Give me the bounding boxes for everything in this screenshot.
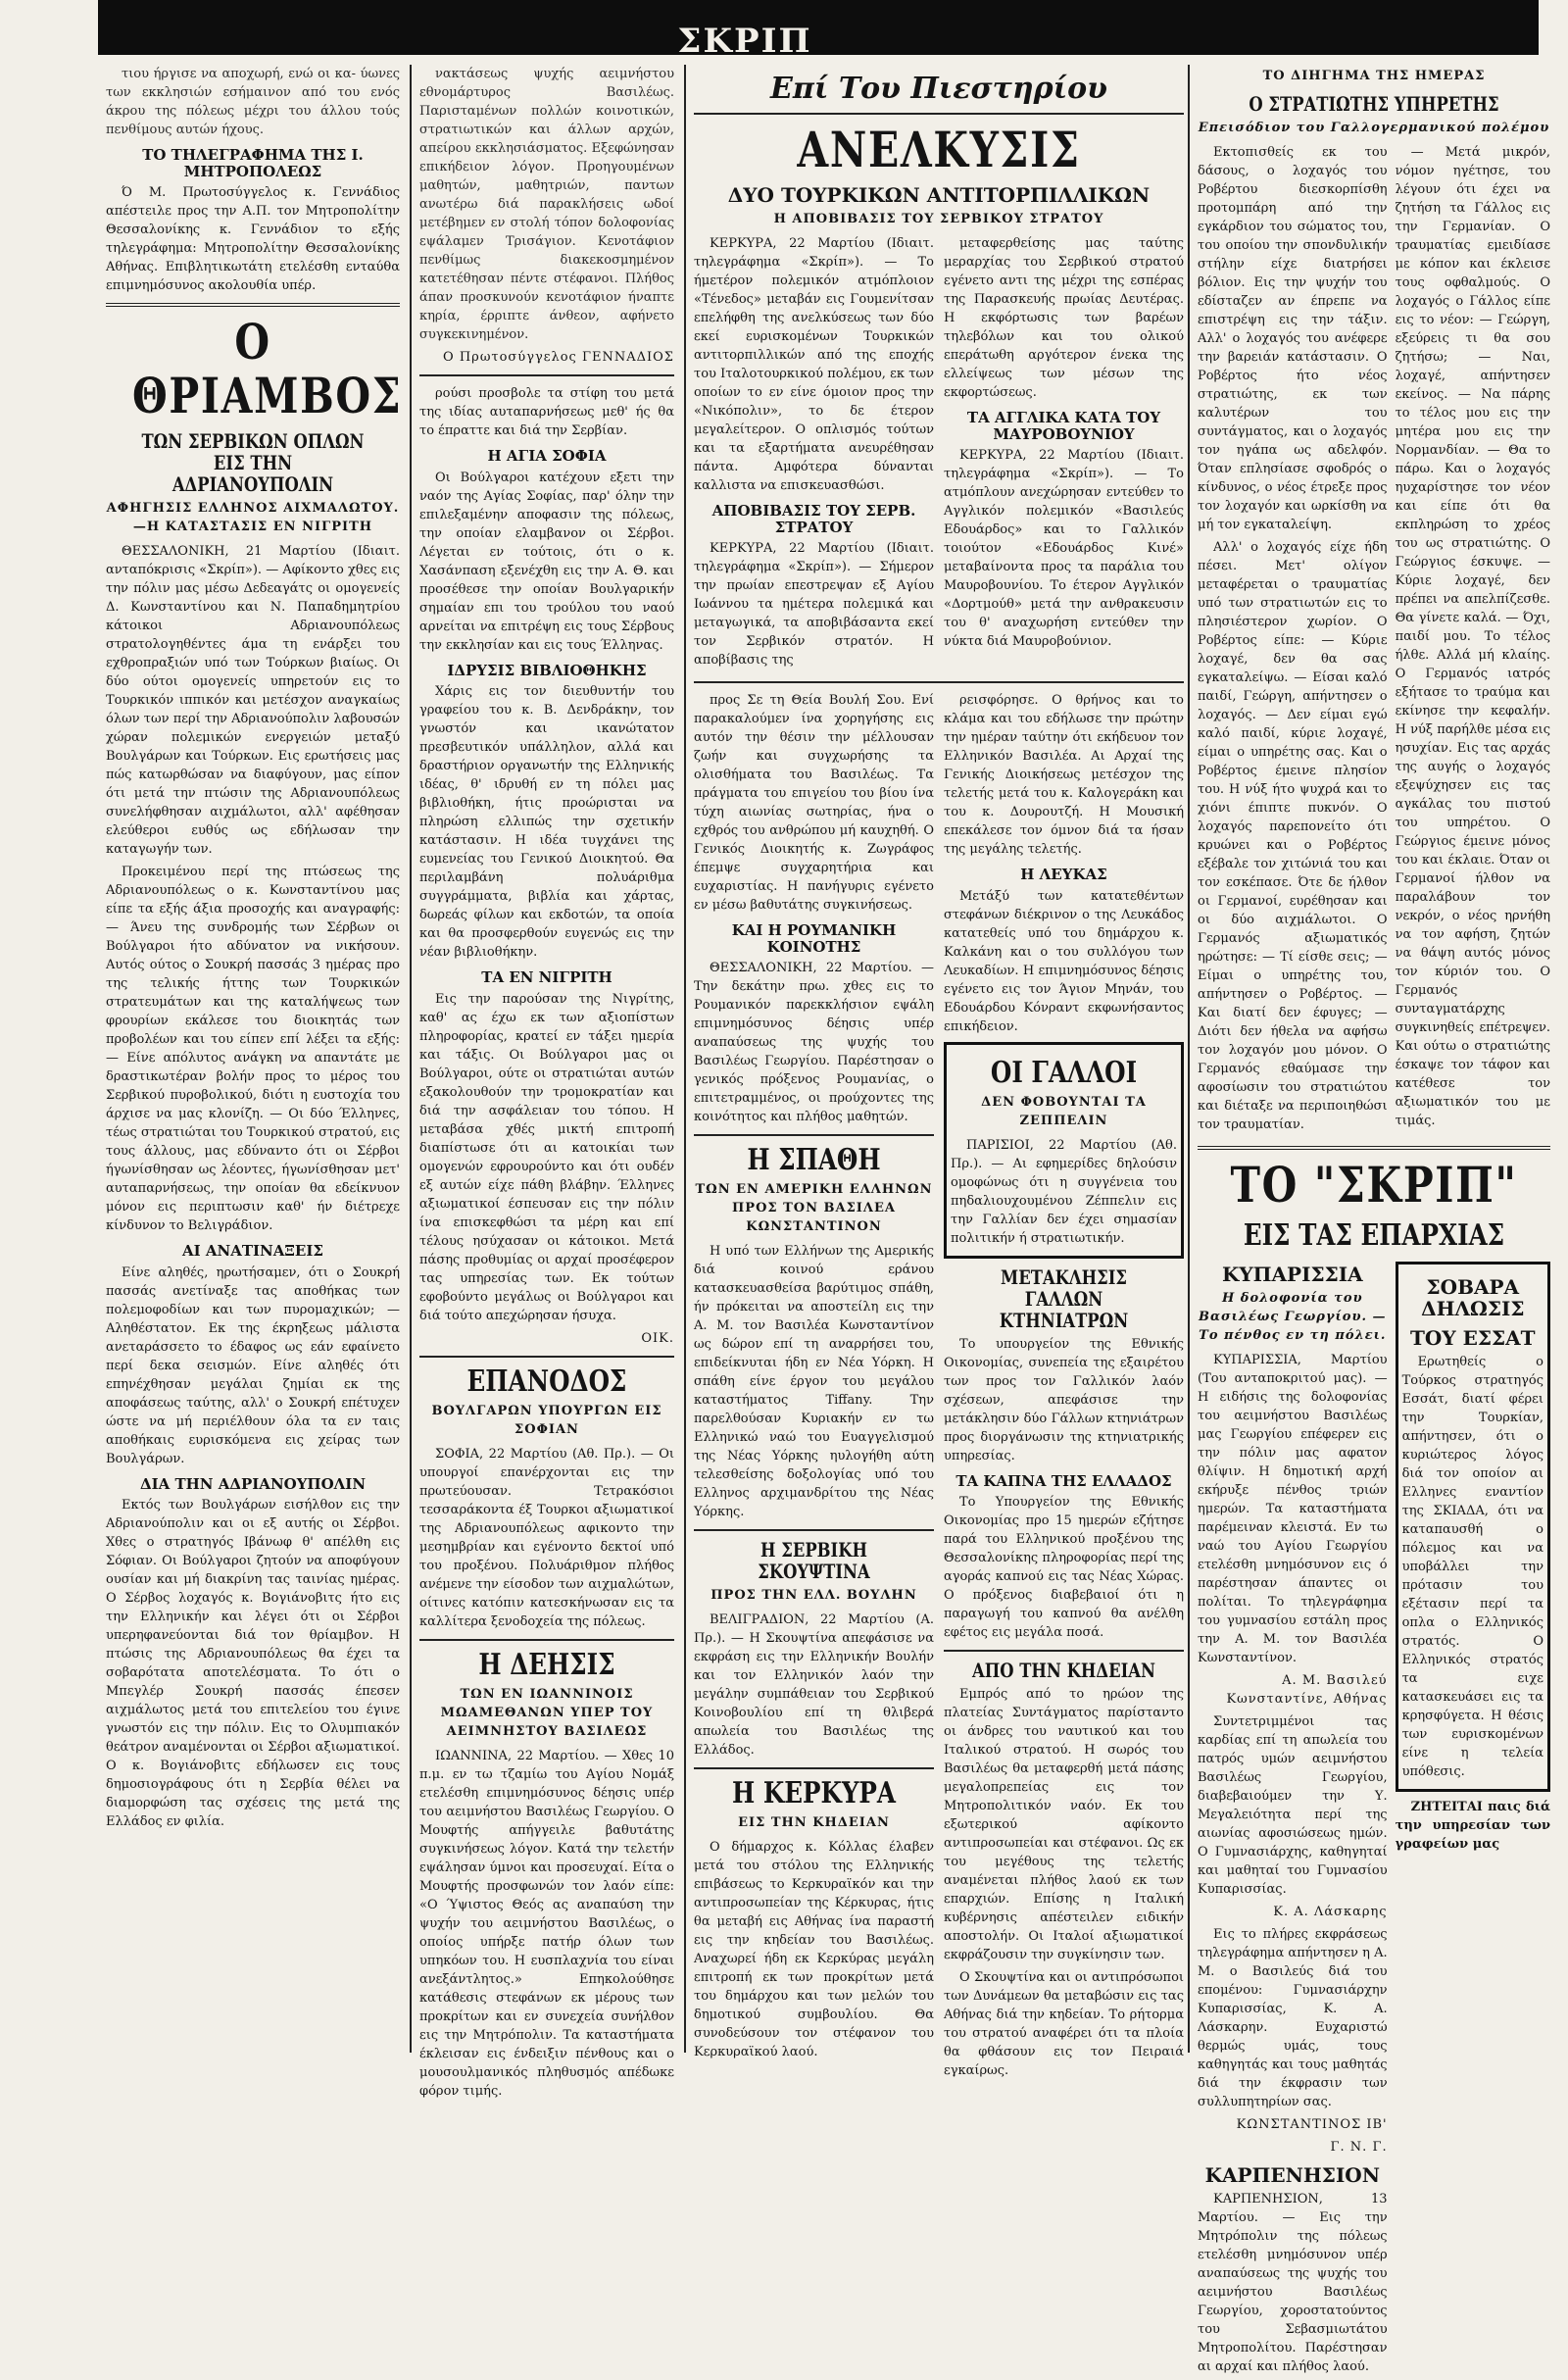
signature: Α. Μ. Βασιλεύ Κωνσταντίνε, Αθήνας	[1226, 1673, 1388, 1707]
divider	[694, 1134, 934, 1136]
section-heading: ΚΑΙ Η ΡΟΥΜΑΝΙΚΗ ΚΟΙΝΟΤΗΣ	[731, 921, 897, 956]
article-text: Είνε αληθές, ηρωτήσαμεν, ότι ο Σουκρή πασσάς ανετίναξε τας αποθήκας των πολεμοφοδίων και των πυρομαχικών; — Αληθέστατον. Εκ της έκρηξεως μάλιστα ανεταράσσετο το έδαφος ως εάν εφαίνετο περί δεκα σεισμών. Είνε αληθές ότι επηνέχθησαν μεγάλαι ζημίαι εκ της αποφάσεως ταύτης, αλλ' ο Σουκρή επέτυχεν ώστε να μή περιέλθουν όλα τα εν ταις αποθήκαις ευρισκόμενα εις χείρας των Βουλγάρων.	[106, 1264, 400, 1466]
article-text: Εκτοπισθείς εκ του δάσους, ο λοχαγός του Ροβέρτου διεσκορπίσθη προτομπάρη από την εγκάρδιον του σώματος του, του οποίου την σπονδυλικήν στήλην είχε διατρήσει βόλιον. Εις την ψυχήν του εδίσταζεν αν έπρεπε να επιστρέψη εις την τάξιν. Αλλ' ο λοχαγός του ανέφερε την βαρειάν κατάστασιν. Ο Ροβέρτος ήτο νέος στρατιώτης, εκ των καλυτέρων του συντάγματος, και ο λοχαγός τον ηγάπα ως αδελφόν. Όταν επλησίασε σφοδρός ο κίνδυνος, ο νέος έτρεξε προς τον λοχαγόν και ωρκίσθη να μή τον εγκαταλείψη.	[1198, 145, 1388, 532]
column-left	[694, 234, 934, 673]
signature: Κ. Α. Λάσκαρης	[1273, 1905, 1388, 1919]
column-4	[1198, 65, 1550, 2374]
column-right	[1396, 1256, 1550, 2380]
article-text: ρεισφόρησε. Ο θρήνος και το κλάμα και του εδήλωσε την πρώτην την ημέραν ταύτην ότι εκήδευον τον Ελληνικόν Βασιλέα. Αι Αρχαί της Γενικής Διοικήσεως μετέσχον της τελετής μετά του κ. Καλογεράκη και του κ. Δουρουτζή. Η Μουσική επεκάλεσε τον όμνον διά τα ήσαν της μεγάλης τελετής.	[944, 693, 1184, 857]
section-heading: ΤΟ ΤΗΛΕΓΡΑΦΗΜΑ ΤΗΣ Ι. ΜΗΤΡΟΠΟΛΕΩΣ	[142, 146, 364, 180]
signature: Ο Πρωτοσύγγελος ΓΕΝΝΑΔΙΟΣ	[443, 350, 674, 365]
section-heading: ΑΙ ΑΝΑΤΙΝΑΞΕΙΣ	[181, 1242, 323, 1260]
kicker: ΔΕΝ ΦΟΒΟΥΝΤΑΙ ΤΑ ΖΕΠΠΕΛΙΝ	[981, 1094, 1147, 1128]
headline: ΣΟΒΑΡΑ ΔΗΛΩΣΙΣ	[1421, 1275, 1525, 1320]
article-text: νακτάσεως ψυχής αειμνήστου εθνομάρτυρος Βασιλέως. Παρισταμένων πολλών κοινοτικών, στρατιωτικών και άλλων αρχών, απείρου εκκλησιάσματος. Εξεφώνησαν επικήδειον λόγον. Προηγουμένων μαθητών, μαθητριών, παντων ανωτέρω διά παρακλήσεις ωδοί μετέβημεν εν στολή τόπον δολοφονίας εψάλαμεν Τρισάγιον. Κενοτάφιον πενθίμως διακεκοσμημένον κατετέθησαν πέντε στέφανοι. Πλήθος άπαν προσκυνούν κενοτάφιον ήναπτε κηρία, έρριπτε άνθεον, αφήνετο συγκεκινημένον.	[419, 67, 674, 342]
kicker: ΠΡΟΣ ΤΗΝ ΕΛΛ. ΒΟΥΛΗΝ	[710, 1588, 917, 1603]
column-1	[106, 65, 403, 2053]
kicker: ΒΟΥΛΓΑΡΩΝ ΥΠΟΥΡΓΩΝ ΕΙΣ ΣΟΦΙΑΝ	[431, 1403, 662, 1437]
subheadline: ΕΙΣ ΤΑΣ ΕΠΑΡΧΙΑΣ	[1243, 1218, 1505, 1253]
article-text: ΚΕΡΚΥΡΑ, 22 Μαρτίου (Ιδιαιτ. τηλεγράφημα «Σκρίπ»). — Σήμερον την πρωίαν επεστρεψαν εξ Αγίου Ιωάννου τα ημέτερα πολεμικά και μεταγωγικά, τα αποβιβάσαντα εκεί τον Σερβικόν στρατόν. Η αποβίβασις της	[694, 541, 934, 668]
masthead-title: ΣΚΡΙΠ	[677, 22, 812, 61]
column-left	[1198, 1256, 1388, 2380]
two-column-block	[694, 234, 1184, 673]
headline: ΑΝΕΛΚΥΣΙΣ	[797, 121, 1081, 178]
section-heading: ΔΙΑ ΤΗΝ ΑΔΡΙΑΝΟΥΠΟΛΙΝ	[139, 1474, 367, 1493]
section-heading: ΑΠΟΒΙΒΑΣΙΣ ΤΟΥ ΣΕΡΒ. ΣΤΡΑΤΟΥ	[711, 502, 916, 536]
divider	[419, 1639, 674, 1641]
kicker: ΑΦΗΓΗΣΙΣ ΕΛΛΗΝΟΣ ΑΙΧΜΑΛΩΤΟΥ.—Η ΚΑΤΑΣΤΑΣΙΣ ΕΝ ΝΙΓΡΙΤΗ	[106, 501, 400, 534]
column-right	[944, 234, 1184, 673]
headline: Ο ΣΤΡΑΤΙΩΤΗΣ ΥΠΗΡΕΤΗΣ	[1249, 92, 1499, 116]
two-column-block	[1198, 143, 1550, 1138]
divider	[694, 1767, 934, 1769]
article-text: τιου ήργισε να αποχωρή, ενώ οι κα- ύωνες των εκκλησιών εσήμαινον από του ενός άκρου της πόλεως μέχρι του άλλου τούς πενθίμους αυτών ήχους.	[106, 67, 400, 137]
article-text: μεταφερθείσης μας ταύτης μεραρχίας του Σερβικού στρατού εγένετο αντι της μέχρι της εσπέρας της Παρασκευής πρωίας Δευτέρας. Η εκφόρτωσις των βαρέων τηλεβόλων και του ολικού επεράτωθη αργότερον ένεκα της ελλείψεως των μέσων της εκφορτώσεως.	[944, 236, 1184, 400]
article-text: Εις την παρούσαν της Νιγρίτης, καθ' ας έχω εκ των αξιοπίστων πληροφορίας, κρατεί εν τάξει ημερία και τάξις. Οι Βούλγαροι μας οι Βούλγαροι, ούτε οι στρατιώται αυτών εξακολουθούν την τρομοκρατίαν και διά την ασφάλειαν του τόπου. Η μεταβάσα χθές μικτή επιτροπή διαπίστωσε ότι αι κατοικίαι των ομογενών εφρουρούντο και ότι ουδέν εξ αυτών είχε πάθη βλάβην. Έλληνες αξιωματικοί έσπευσαν εις την πόλιν ίνα επισκεφθώσι τα μέρη και επί τέλους ησύχασαν οι κάτοικοι. Μετά πάσης προθυμίας οι αρχαί προσέφερον τας υπηρεσίας των. Εκ τούτων εφοβούντο μεγάλως οι Βούλγαροι και διά τούτο απεχώρησαν ήσυχα.	[419, 991, 674, 1323]
divider	[106, 303, 400, 307]
article-text: ΘΕΣΣΑΛΟΝΙΚΗ, 22 Μαρτίου. — Την δεκάτην πρω. χθες εις το Ρουμανικόν παρεκκλήσιον εψάλη επιμνημόσυνος δέησις υπέρ αναπαύσεως της ψυχής του Βασιλέως Γεωργίου. Παρέστησαν ο γενικός πρόξενος Ρουμανίας, ο επιτετραμμένος, οι προύχοντες της κοινότητος και πλήθος μαθητών.	[694, 961, 934, 1124]
article-text: ΒΕΛΙΓΡΑΔΙΟΝ, 22 Μαρτίου (Α. Πρ.). — Η Σκουψτίνα απεφάσισε να εκφράση εις την Ελληνικήν Βουλήν και τον Ελληνικόν λαόν την μεγάλην συμπάθειαν του Σερβικού Κοινοβουλίου επί τη θλιβερά απωλεία του Βασιλέως της Ελλάδος.	[694, 1612, 934, 1758]
kicker: Η ΑΠΟΒΙΒΑΣΙΣ ΤΟΥ ΣΕΡΒΙΚΟΥ ΣΤΡΑΤΟΥ	[773, 212, 1104, 226]
column-left	[1198, 143, 1388, 1138]
column-rule	[1188, 65, 1190, 2053]
headline: ΟΙ ΓΑΛΛΟΙ	[990, 1055, 1138, 1090]
headline: ΕΠΑΝΟΔΟΣ	[466, 1364, 627, 1399]
column-left	[694, 691, 934, 2084]
section-heading: ΤΑ ΑΓΓΛΙΚΑ ΚΑΤΑ ΤΟΥ ΜΑΥΡΟΒΟΥΝΙΟΥ	[966, 409, 1161, 443]
article-text: προς Σε τη Θεία Βουλή Σου. Ενί παρακαλούμεν ίνα χορηγήσης εις αυτόν την θέσιν την μέλλουσαν ζωήν και συγχωρήσης τα ολισθήματα του Βασιλέως. Τα πράγματα του επιγείου του βίου ίνα τύχη αιωνίας σωτηρίας, ήνα ο εχθρός του ανθρώπου μή καυχηθή. Ο Γενικός Διοικητής κ. Ζωγράφος έπεμψε συγχαρητήρια και ευχαριστίας. Η πανήγυρις εγένετο εν μέσω βαθυτάτης συγκινήσεως.	[694, 693, 934, 913]
section-title: Επί Του Πιεστηρίου	[770, 72, 1107, 106]
article-text: ΚΕΡΚΥΡΑ, 22 Μαρτίου (Ιδιαιτ. τηλεγράφημα «Σκρίπ»). — Το ήμετέρον πολεμικόν ατμόπλοιον «Τένεδος» μεταβάν εις Γουμενίτσαν επελήφθη της ανελκύσεως των δύο εκεί ευρισκομένων Τουρκικών αντιτορπιλλικών από της εποχής του Ιταλοτουρκικού πολέμου, εκ των οποίων το εν είνε όμοιον προς την «Νικόπολιν», το δε έτερον μεγαλείτερον. Ο οπλισμός τούτων και τα εξαρτήματα ανευρέθησαν πάντα. Αμφότερα δύνανται καλλιστα να επισκευασθώσι.	[694, 236, 934, 493]
article-text: ΚΥΠΑΡΙΣΣΙΑ, Μαρτίου (Του ανταποκριτού μας). — Η ειδήσις της δολοφονίας του αειμνήστου Βασιλέως μας Γεωργίου επέφερεν εις την πόλιν μας αφατον θλίψιν. Η δημοτική αρχή εκήρυξε πένθος τριών ημερών. Τα καταστήματα παρέμειναν κλειστά. Εν τω ναώ του Αγίου Γεωργίου ετελέσθη μνημόσυνον εις ό παρέστησαν άπαντες οι πολίται. Το τηλεγράφημα του γυμνασίου εστάλη προς την Α. Μ. τον Βασιλέα Κωνσταντίνον.	[1198, 1353, 1388, 1665]
headline: Η ΔΕΗΣΙΣ	[478, 1647, 615, 1682]
article-text: Το Υπουργείον της Εθνικής Οικονομίας προ 15 ημερών εζήτησε παρά του Ελληνικού προξένου της Θεσσαλονίκης πληροφορίας περί της αγοράς καπνού εις τας Νέας Χώρας. Ο πρόξενος διαβεβαιοί ότι η παραγωγή του καπνού θα ανέλθη εφέτος εις μεγάλα ποσά.	[944, 1495, 1184, 1640]
subheadline: ΔΥΟ ΤΟΥΡΚΙΚΩΝ ΑΝΤΙΤΟΡΠΙΛΛΙΚΩΝ	[727, 183, 1151, 207]
headline: ΜΕΤΑΚΛΗΣΙΣ ΓΑΛΛΩΝ ΚΤΗΝΙΑΤΡΩΝ	[999, 1264, 1129, 1332]
article-text: Ο Σκουψτίνα και οι αντιπρόσωποι των Δυνάμεων θα μεταβώσιν εις τας Αθήνας διά την κηδείαν. Το ρήτορμα του στρατού αναφέρει ότι τα πλοία θα φθάσουν εις τον Πειραιά εγκαίρως.	[944, 1970, 1184, 2078]
subheadline: ΤΩΝ ΣΕΡΒΙΚΩΝ ΟΠΛΩΝ ΕΙΣ ΤΗΝ ΑΔΡΙΑΝΟΥΠΟΛΙΝ	[141, 429, 365, 496]
article-text: Το υπουργείον της Εθνικής Οικονομίας, συνεπεία της εξαιρέτου των προς τον Γαλλικόν λαόν σχέσεων, απεφάσισε την μετάκλησιν δύο Γάλλων κτηνιάτρων προς διοργάνωσιν της κτηνιατρικής υπηρεσίας.	[944, 1336, 1184, 1463]
divider	[419, 374, 674, 376]
kicker: ΤΩΝ ΕΝ ΙΩΑΝΝΙΝΟΙΣ ΜΩΑΜΕΘΑΝΩΝ ΥΠΕΡ ΤΟΥ ΑΕΙΜΝΗΣΤΟΥ ΒΑΣΙΛΕΩΣ	[440, 1686, 654, 1739]
article-text: ρούσι προσβολε τα στίφη του μετά της ιδίας αυταπαρνήσεως μεθ' ής θα το έπραττε και διά την Σερβίαν.	[419, 386, 674, 438]
article-text: Εμπρός από το ηρώον της πλατείας Συντάγματος παρίσταντο οι άνδρες του ναυτικού και του Ιταλικού στρατού. Η σωρός του Βασιλέως θα μεταφερθή μετά πάσης μεγαλοπρεπείας εις τον Μητροπολιτικόν ναόν. Εκ του εξωτερικού αφίκοντο αντιπροσωπείαι και στέφανοι. Ως εκ του μεγέθους της τελετής αναμένεται πλήθος λαού εκ των επαρχιών. Επίσης η Ιταλική κυβέρνησις απέστειλεν ειδικήν αποστολήν. Οι Ιταλοί αξιωματικοί εκφράζουσιν την συγκίνησιν των.	[944, 1687, 1184, 1962]
two-column-block	[1198, 1256, 1550, 2380]
column-rule	[410, 65, 412, 2053]
article-text: Εκτός των Βουλγάρων εισήλθον εις την Αδριανούπολιν και οι εξ αυτής οι Σέρβοι. Χθες ο στρατηγός Ιβάνωφ θ' απέλθη εις Σόφιαν. Οι Βούλγαροι ζητούν να αποφύγουν ουσίαν και μή διακρίνη τας ταινίας ημέρας. Ο Σέρβος λοχαγός κ. Βογιάνοβιτς ήτο εις την Ελληνικήν και λέγει ότι οι Σέρβοι υπερηφανεύονται διά τον θρίαμβον. Η πτώσις της Αδριανουπόλεως θα έχει τα σοβαρότατα αποτελέσματα. Το ότι ο Μπεγλέρ Σουκρή πασσάς έπεσεν αιχμάλωτος μετά του επιτελείου του έγινε γνωστόν εις την πόλιν. Εις το Ολυμπιακόν θεάτρον αναμένονται οι Σέρβοι αξιωματικοί. Ο κ. Βογιάνοβιτς εδήλωσεν εις τους δημοσιογράφους ότι η Σερβία θέλει να διαμορφώση τας σχέσεις της μετά της Ελλάδος εν φιλία.	[106, 1498, 400, 1829]
kicker: ΕΙΣ ΤΗΝ ΚΗΔΕΙΑΝ	[738, 1815, 890, 1830]
column-2	[419, 65, 674, 2099]
section-heading: ΚΑΡΠΕΝΗΣΙΟΝ	[1204, 2163, 1381, 2187]
headline: Η ΣΕΡΒΙΚΗ ΣΚΟΥΨΤΙΝΑ	[758, 1538, 870, 1583]
article-text: Ερωτηθείς ο Τούρκος στρατηγός Εσσάτ, διατί φέρει την Τουρκίαν, απήντησεν, ότι ο κυριώτερος λόγος διά τον οποίον αι Ελληνες εναντίον της ΣΚΙΑΔΑ, ότι να καταπαυσθή ο πόλεμος και να υποβάλλει την πρότασιν του εξέτασιν περί τα οπλα ο Ελληνικός στρατός. Ο Ελληνικός στρατός τα ειχε κατασκευάσει εις τα κρησφύγετα. Η θέσις των ευρισκομένων είνε η τελεία υπόθεσις.	[1401, 1355, 1544, 1779]
headline: Ο ΘΡΙΑΜΒΟΣ	[132, 313, 403, 424]
kicker: Η δολοφονία του Βασιλέως Γεωργίου. — Το πένθος εν τη πόλει.	[1199, 1291, 1387, 1343]
divider	[1198, 1146, 1550, 1150]
notice: ΖΗΤΕΙΤΑΙ παις διά την υπηρεσίαν των γραφείων μας	[1395, 1800, 1550, 1852]
signature: ΚΩΝΣΤΑΝΤΙΝΟΣ ΙΒ'	[1236, 2117, 1388, 2132]
two-column-block	[694, 691, 1184, 2084]
article-text: ΚΑΡΠΕΝΗΣΙΟΝ, 13 Μαρτίου. — Εις την Μητρόπολιν της πόλεως ετελέσθη μνημόσυνον υπέρ αναπαύσεως της ψυχής του αειμνήστου Βασιλέως Γεωργίου, χοροστατούντος του Σεβασμιωτάτου Μητροπολίτου. Παρέστησαν αι αρχαί και πλήθος λαού.	[1198, 2192, 1388, 2374]
kicker: Επεισόδιον του Γαλλογερμανικού πολέμου	[1198, 121, 1550, 135]
article-text: — Μετά μικρόν, νόμον ηγέτησε, του λέγουν ότι έχει να ζητήση τα Γάλλος εις την Γερμανίαν. Ο τραυματίας εμειδίασε με κόπον και έκλεισε τους οφθαλμούς. Ο λοχαγός ο Γάλλος είπε εις το νέον: — Γεώργη, εξεύρεις τι θα σου ζητήσω; — Ναι, λοχαγέ, απήντησεν εκείνος. — Να πάρης το τέλος μου εις την μητέρα μου εις την Νορμανδίαν. — Θα το πάρω. Και ο λοχαγός ηυχαρίστησε τον νέον και είπε ότι θα εκπληρώση το χρέος του ως στρατιώτης. Ο Γεώργιος έσκυψε. — Κύριε λοχαγέ, δεν πρέπει να απελπίζεσθε. Θα γίνετε καλά. — Όχι, παιδί μου. Το τέλος ήλθε. Αλλά μή κλαίης. Ο Γερμανός ιατρός εξήτασε το τραύμα και εκίνησε την κεφαλήν. Η νύξ παρήλθε μέσα εις ησυχίαν. Εις τας αρχάς της αυγής ο λοχαγός εξεψύχησεν εις τας αγκάλας του πιστού του υπηρέτου. Ο Γεώργιος έμεινε μόνος του και έκλαιε. Όταν οι Γερμανοί ήλθον να παραλάβουν τον νεκρόν, ο νέος ηρνήθη να τον αφήση, ζητών να θάψη αυτός μόνος τον κύριόν του. Ο Γερμανός συνταγματάρχης συγκινηθείς επέτρεψεν. Και ούτω ο στρατιώτης έσκαψε τον τάφον και κατέθεσε τον αξιωματικόν του με τιμάς.	[1395, 145, 1550, 1128]
article-text: Προκειμένου περί της πτώσεως της Αδριανουπόλεως ο κ. Κωνσταντίνου μας είπε τα εξής άξια προσοχής και αναγραφής: — Άνευ της συνδρομής των Σέρβων οι Βούλγαροι ήτο αδύνατον να νικήσουν. Αυτός ούτος ο Σουκρή πασσάς 3 ημέρας προ της τελικής ήττης των Τουρκικών στρατευμάτων και της καταλήψεως των φρουρίων εκάλεσε του διοικητάς των προβολέων και του είπεν επί λέξει τα εξής: — Είνε απόλυτος ανάγκη να απαντάτε με δραστικωτέραν βολήν προς το μέρος του Σερβικού πυροβολικού, διότι η ευστοχία του άρχισε να μας κλονίζη. — Οι δύο Έλληνες, τέως στρατιώται του Τουρκικού στρατού, εις τους άλλους, μας εδύναντο ότι οι Σέρβοι ήγωνίσθησαν ως λέοντες, ήγωνίσθησαν μετ' αυταπαρνήσεως, την οποίαν θα εδείκνυον μόνον εις περιπτωσιν καθ' ήν διέτρεχε κίνδυνον το Βελιγράδιον.	[106, 865, 400, 1233]
article-text: Αλλ' ο λοχαγός είχε ήδη πέσει. Μετ' ολίγον μεταφέρεται ο τραυματίας υπό των στρατιωτών εις το πλησιέστερον χωρίον. Ο Ροβέρτος είπε: — Κύριε λοχαγέ, δεν θα σας εγκαταλείψω. — Είσαι καλό παιδί, Γεώργη, απήντησεν ο λοχαγός. — Δεν είμαι εγώ καλό παιδί, κύριε λοχαγέ, είμαι ο υπηρέτης σας. Και ο Ροβέρτος έμεινε πλησίον του. Η νύξ ήτο ψυχρά και το χιόνι έπιπτε πυκνόν. Ο λοχαγός παρεπονείτο ότι κρυώνει και ο Ροβέρτος εξέβαλε τον χιτώνιά του και τον εσκέπασε. Ότε δε ήλθον οι Γερμανοί, ευρέθησαν και οι δύο αιχμάλωτοι. Ο Γερμανός αξιωματικός ηρώτησε: — Τί είσθε σεις; — Είμαι ο υπηρέτης του, απήντησεν ο Ροβέρτος. — Και διατί δεν έφυγες; — Διότι δεν ήθελα να αφήσω τον λοχαγόν μου μόνον. Ο Γερμανός εθαύμασε την αφοσίωσιν του στρατιώτου και διέταξε να περιποιηθώσι τον τραυματίαν.	[1198, 540, 1388, 1132]
article-text: ΠΑΡΙΣΙΟΙ, 22 Μαρτίου (Αθ. Πρ.). — Αι εφημερίδες δηλούσιν ομοφώνως ότι η συγγένεια του πηδαλιουχουμένου Ζέππελιν εις την Γαλλίαν δεν έχει σημασίαν πολιτικήν ή στρατιωτικήν.	[951, 1137, 1177, 1246]
divider	[944, 1650, 1184, 1652]
divider	[694, 681, 1184, 683]
article-text: Οι Βούλγαροι κατέχουν εξετι την ναόν της Αγίας Σοφίας, παρ' όλην την επιλεξαμένην αποφασιν της πόλεως, την οποίαν ελαμβανον οι Σέρβοι. Λέγεται εν τούτοις, ότι ο κ. Χασάνπαση εξενέχθη εις την Α. Θ. και προσέθεσε την οποίαν Βουλγαρικήν σημαίαν επι του τρούλου του ναού αρνείται να επιτρέψη εις τους Σέρβους την εκκλησίαν και εις τους Έλληνας.	[419, 470, 674, 653]
article-text: ΣΟΦΙΑ, 22 Μαρτίου (Αθ. Πρ.). — Οι υπουργοί επανέρχονται εις την πρωτεύουσαν. Τετρακόσιοι τεσσαράκοντα έξ Τουρκοι αξιωματικοί της Αδριανουπόλεως αφικοντο την μεσημβρίαν και εγένοντο δεκτοί υπό του προξένου. Πολυάριθμον πλήθος ανέμενε την είσοδον των αιχμαλώτων, οίτινες κατόπιν κατεσκήνωσαν εις τα καλλίτερα ξενοδοχεία της πόλεως.	[419, 1446, 674, 1629]
signature: ΟΙΚ.	[641, 1330, 674, 1346]
article-text: ΘΕΣΣΑΛΟΝΙΚΗ, 21 Μαρτίου (Ιδιαιτ. ανταπόκρισις «Σκρίπ»). — Αφίκοντο χθες εις την πόλιν μας μέσω Δεδεαγάτς οι ομογενείς Δ. Κωνσταντίνου και Ν. Παπαδημητρίου κάτοικοι Αδριανουπόλεως στρατολογηθέντες άμα τη ενάρξει του εχθροπραξιών υπό των Τούρκων βιαίως. Οι δύο ούτοι ομογενείς υπηρετούν εις το Τουρκικόν ιππικόν και μετέσχον αναγκαίως όλων των περί την Αδριανούπολιν λαβουσών χώραν πολεμικών ενεργειών μεταξύ Βουλγάρων και Τούρκων. Εις ερωτήσεις μας πώς κατωρθώσαν να διαφύγουν, μας είπον ότι μετά την πτώσιν της Αδριανουπόλεως συνελήφθησαν αιχμάλωτοι, αλλ' αφέθησαν ελεύθεροι ευθύς ως εδήλωσαν την καταγωγήν των.	[106, 544, 400, 857]
article-text: Συντετριμμένοι τας καρδίας επί τη απωλεία του πατρός υμών αειμνήστου Βασιλέως Γεωργίου, διαβεβαιούμεν την Υ. Μεγαλειότητα περί της αιωνίας αφοσιώσεως ημών. Ο Γυμνασιάρχης, καθηγηταί και μαθηταί του Γυμνασίου Κυπαρισσίας.	[1198, 1714, 1388, 1897]
boxed-article	[1396, 1262, 1550, 1792]
signature: Γ. Ν. Γ.	[1330, 2140, 1388, 2155]
article-text: Η υπό των Ελλήνων της Αμερικής διά κοινού εράνου κατασκευασθείσα βαρύτιμος σπάθη, ήν πρόκειται να αποστείλη εις την Α. Μ. τον Βασιλέα Κωνσταντίνον ως δώρον επί τη αναρρήσει του, επιδείκνυται ήδη εν Νέα Υόρκη. Η σπάθη είνε έργον του μεγάλου καταστήματος Tiffany. Την παρελθούσαν Κυριακήν εν τω Ελληνικώ ναώ του Ευαγγελισμού της Νέας Υόρκης ηυλογήθη αύτη τελεσθείσης δοξολογίας υπό του Ελληνος αρχιμανδρίτου της Νέας Υόρκης.	[694, 1244, 934, 1519]
section-heading: Η ΛΕΥΚΑΣ	[1020, 866, 1107, 883]
column-3	[694, 65, 1184, 2078]
article-text: Μετάξύ των κατατεθέντων στεφάνων διέκρινον ο της Λευκάδος κατατεθείς υπό του δημάρχου κ. Καλκάνη και ο του συλλόγου των Λευκαδίων. Η επιμνημόσυνος δέησις εγένετο εις τον Άγιον Μηνάν, του Εδουάρδου Κόνραντ εκφωνήσαντος επικήδειον.	[944, 888, 1184, 1034]
section-heading: ΙΔΡΥΣΙΣ ΒΙΒΛΙΟΘΗΚΗΣ	[447, 661, 647, 679]
section-heading: ΚΥΠΑΡΙΣΣΙΑ	[1221, 1263, 1363, 1286]
section-heading: ΤΑ ΕΝ ΝΙΓΡΙΤΗ	[481, 968, 612, 986]
headline: ΑΠΟ ΤΗΝ ΚΗΔΕΙΑΝ	[972, 1659, 1155, 1682]
subheadline: ΤΟΥ ΕΣΣΑΤ	[1410, 1326, 1536, 1350]
section-title: ΤΟ ΔΙΗΓΗΜΑ ΤΗΣ ΗΜΕΡΑΣ	[1262, 69, 1486, 83]
article-text: ΚΕΡΚΥΡΑ, 22 Μαρτίου (Ιδιαιτ. τηλεγράφημα «Σκρίπ»). — Το ατμόπλουν ανεχώρησαν εντεύθεν το Αγγλικόν πολεμικόν «Βασιλεύς Εδουάρδος» και το Γαλλικόν τοιούτον «Εδουάρδος Κινέ» μεταβαίνοντα προς τα παράλια του Μαυροβουνίου. Το έτερον Αγγλικόν «Δορτμούθ» μετά την ανθρακευσιν του θ' αναχωρήση εντεύθεν την νύκτα διά Μαυροβούνιον.	[944, 448, 1184, 649]
column-rule	[684, 65, 686, 2053]
article-text: Εις το πλήρες εκφράσεως τηλεγράφημα απήντησεν η Α. Μ. ο Βασιλεύς διά του επομένου: Γυμνασιάρχην Κυπαρισσίας, Κ. Α. Λάσκαρην. Ευχαριστώ θερμώς υμάς, τους καθηγητάς και τους μαθητάς διά την έκφρασιν των συλλυπητηρίων σας.	[1198, 1927, 1388, 2109]
article-text: Ό Μ. Πρωτοσύγγελος κ. Γεννάδιος απέστειλε προς την Α.Π. τον Μητροπολίτην Θεσσαλονίκης κ. Γεννάδιον το εξής τηλεγράφημα: Μητροπολίτην Θεσσαλονίκης Αθήνας. Επιβλητικωτάτη ετελέσθη ενταύθα επιμνημόσυνος ακολουθία υπέρ.	[106, 185, 400, 293]
kicker: ΤΩΝ ΕΝ ΑΜΕΡΙΚΗ ΕΛΛΗΝΩΝ ΠΡΟΣ ΤΟΝ ΒΑΣΙΛΕΑ ΚΩΝΣΤΑΝΤΙΝΟΝ	[695, 1182, 933, 1234]
article-text: ΙΩΑΝΝΙΝΑ, 22 Μαρτίου. — Χθες 10 π.μ. εν τω τζαμίω του Αγίου Νομάξ ετελέσθη επιμνημόσυνος δέησις υπέρ του αειμνήστου Βασιλέως Γεωργίου. Ο Μουφτής απήγγειλε βαθυτάτης συγκινήσεως λόγον. Κατά την τελετήν εψάλησαν ύμνοι και προσευχαί. Είτα ο Μουφτής προσφωνών τον λαόν είπε: «Ο Ύψιστος Θεός ας αναπαύση την ψυχήν του αειμνήστου Βασιλέως, ο οποίος υπήρξε πατήρ όλων των υπηκόων του. Η ευσπλαχνία του είναι ανεξάντλητος.» Επηκολούθησε κατάθεσις στεφάνων εκ μέρους των προκρίτων και εν συνεχεία συνήλθον εις την Μητρόπολιν. Τα καταστήματα έκλεισαν εις ένδειξιν πένθους και ο μουσουλμανικός πληθυσμός απέδωκε φόρον τιμής.	[419, 1748, 674, 2099]
divider	[419, 1356, 674, 1358]
column-right	[1396, 143, 1550, 1138]
column-right	[944, 691, 1184, 2084]
section-heading: ΤΑ ΚΑΠΝΑ ΤΗΣ ΕΛΛΑΔΟΣ	[956, 1471, 1172, 1490]
headline: Η ΚΕΡΚΥΡΑ	[732, 1776, 896, 1810]
headline: Η ΣΠΑΘΗ	[747, 1143, 881, 1177]
article-text: Χάρις εις τον διευθυντήν του γραφείου του κ. Β. Δενδράκην, τον γνωστόν και ικανώτατον πρεσβευτικόν υπάλληλον, αλλά και δραστήριον οργανωτήν της Ελληνικής ιδέας, θ' ιδρυθή εν τη πόλει μας βιβλιοθήκη, ήτις προώρισται να πληρώση ελλιπώς την σχετικήν κατάστασιν. Η ιδέα τυγχάνει της ευμενείας του Γενικού Διοικητού. Θα περιλαμβάνη πολυάριθμα συγγράμματα, βιβλία και χάρτας, δωρεάς φίλων και εκδοτών, τα οποία και θα προσφερθούν ευγενώς εις την νέαν βιβλιοθήκην.	[419, 684, 674, 960]
divider	[694, 1529, 934, 1531]
boxed-article	[944, 1042, 1184, 1259]
article-text: Ο δήμαρχος κ. Κόλλας έλαβεν μετά του στόλου της Ελληνικής επιβάσεως το Κερκυραϊκόν και την αντιπροσωπείαν της Κέρκυρας, ήτις θα μεταβή εις Αθήνας ίνα παραστή εις την κηδείαν του Βασιλέως. Αναχωρεί ήδη εκ Κερκύρας μεγάλη επιτροπή εκ των προκρίτων μετά του δημάρχου και των μελών του δημοτικού συμβουλίου. Θα συνοδεύσουν τον στέφανον του Κερκυραϊκού λαού.	[694, 1840, 934, 2059]
headline: ΤΟ "ΣΚΡΙΠ"	[1230, 1156, 1518, 1214]
divider	[694, 113, 1184, 115]
section-heading: Η ΑΓΙΑ ΣΟΦΙΑ	[487, 447, 607, 465]
